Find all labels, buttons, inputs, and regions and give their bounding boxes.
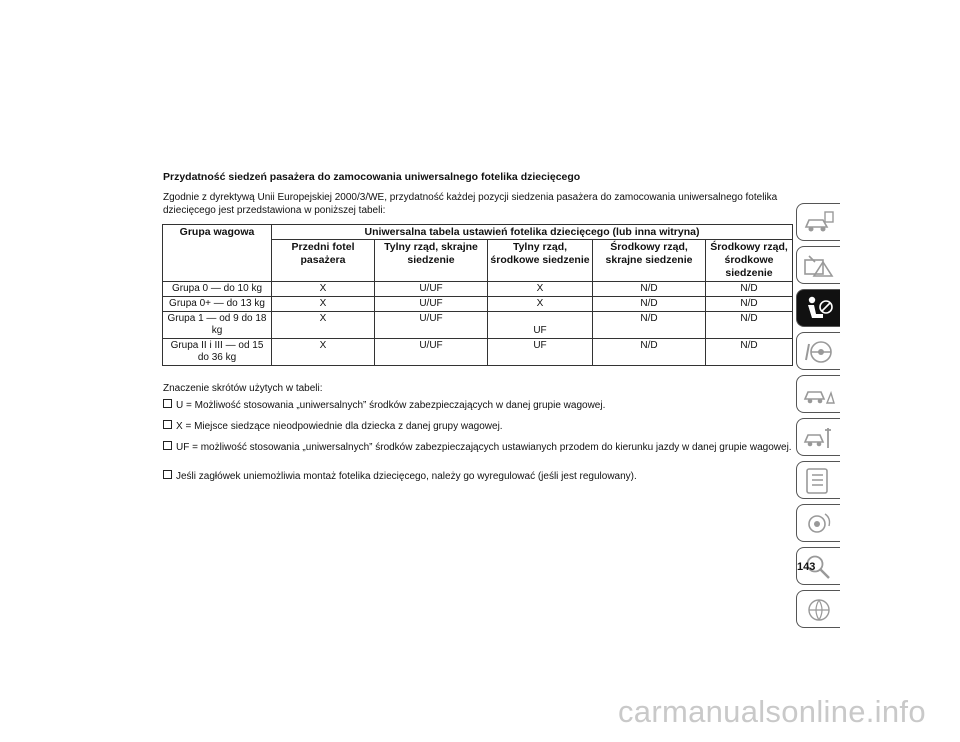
table-title: Uniwersalna tabela ustawień fotelika dziecięcego (lub inna witryna) (272, 225, 793, 240)
tab-car-info[interactable] (796, 203, 840, 241)
table-cell: U/UF (375, 297, 488, 312)
watermark: carmanualsonline.info (618, 694, 926, 729)
legend-item: X = Miejsce siedzące nieodpowiednie dla dziecka z danej grupy wagowej. (163, 420, 793, 434)
car-roadside-icon (803, 381, 835, 409)
row-group: Grupa 1 — od 9 do 18 kg (163, 312, 272, 339)
column-header: Środkowy rząd, środkowe siedzenie (706, 240, 793, 282)
row-group: Grupa 0 — do 10 kg (163, 282, 272, 297)
dashboard-warning-icon (803, 252, 835, 280)
multimedia-icon (803, 510, 835, 538)
table-cell: N/D (706, 282, 793, 297)
checkbox-bullet-icon (163, 420, 172, 429)
table-cell: N/D (706, 339, 793, 366)
tab-emergency[interactable] (796, 375, 840, 413)
checkbox-bullet-icon (163, 441, 172, 450)
legend-item: Jeśli zagłówek uniemożliwia montaż fotelika dziecięcego, należy go wyregulować (jeśli jest regulowany). (163, 470, 793, 484)
column-header: Przedni fotel pasażera (272, 240, 375, 282)
intro-paragraph: Zgodnie z dyrektywą Unii Europejskiej 2000/3/WE, przydatność każdej pozycji siedzenia pasażera do zamocowania uniwersalnego fotelika dziecięcego jest przedstawiona w poniższej tabeli: (163, 192, 778, 216)
table-cell: U/UF (375, 312, 488, 339)
steering-wheel-icon (803, 338, 835, 366)
table-cell: U/UF (375, 339, 488, 366)
legend-item: UF = możliwość stosowania „uniwersalnych” środków zabezpieczających ustawianych przodem do kierunku jazdy w danej grupie wagowej. (163, 441, 793, 455)
table-cell: N/D (593, 312, 706, 339)
tab-languages[interactable] (796, 590, 840, 628)
tab-driving[interactable] (796, 332, 840, 370)
section-heading: Przydatność siedzeń pasażera do zamocowania uniwersalnego fotelika dziecięcego (163, 171, 581, 183)
legend-item: U = Możliwość stosowania „uniwersalnych” środków zabezpieczających w danej grupie wagowej. (163, 399, 793, 413)
table-cell: N/D (593, 339, 706, 366)
table-cell: X (272, 339, 375, 366)
table-cell: X (488, 297, 593, 312)
table-cell: UF (488, 339, 593, 366)
table-cell: N/D (593, 297, 706, 312)
table-cell: N/D (706, 297, 793, 312)
column-header: Środkowy rząd, skrajne siedzenie (593, 240, 706, 282)
table-cell: UF (488, 312, 593, 339)
table-cell: N/D (706, 312, 793, 339)
table-row (163, 339, 793, 366)
tab-service[interactable] (796, 418, 840, 456)
table-cell: X (272, 312, 375, 339)
table-row (163, 282, 793, 297)
column-header: Tylny rząd, środkowe siedzenie (488, 240, 593, 282)
table-cell: N/D (593, 282, 706, 297)
row-group: Grupa II i III — od 15 do 36 kg (163, 339, 272, 366)
table-cell: X (488, 282, 593, 297)
page-number: 143 (797, 561, 816, 573)
column-header: Tylny rząd, skrajne siedzenie (375, 240, 488, 282)
seat-safety-icon (803, 295, 835, 323)
car-info-icon (803, 209, 835, 237)
tab-safety[interactable] (796, 289, 840, 327)
table-row (163, 312, 793, 339)
row-group: Grupa 0+ — do 13 kg (163, 297, 272, 312)
tab-specifications[interactable] (796, 461, 840, 499)
tab-dashboard[interactable] (796, 246, 840, 284)
checkbox-bullet-icon (163, 470, 172, 479)
table-row (163, 297, 793, 312)
table-cell: X (272, 282, 375, 297)
tab-multimedia[interactable] (796, 504, 840, 542)
specifications-list-icon (803, 467, 835, 495)
checkbox-bullet-icon (163, 399, 172, 408)
child-seat-table (162, 224, 793, 366)
group-header: Grupa wagowa (163, 225, 272, 282)
table-cell: X (272, 297, 375, 312)
languages-icon (803, 596, 835, 624)
table-cell: U/UF (375, 282, 488, 297)
car-service-icon (803, 424, 835, 452)
legend-heading: Znaczenie skrótów użytych w tabeli: (163, 383, 323, 394)
